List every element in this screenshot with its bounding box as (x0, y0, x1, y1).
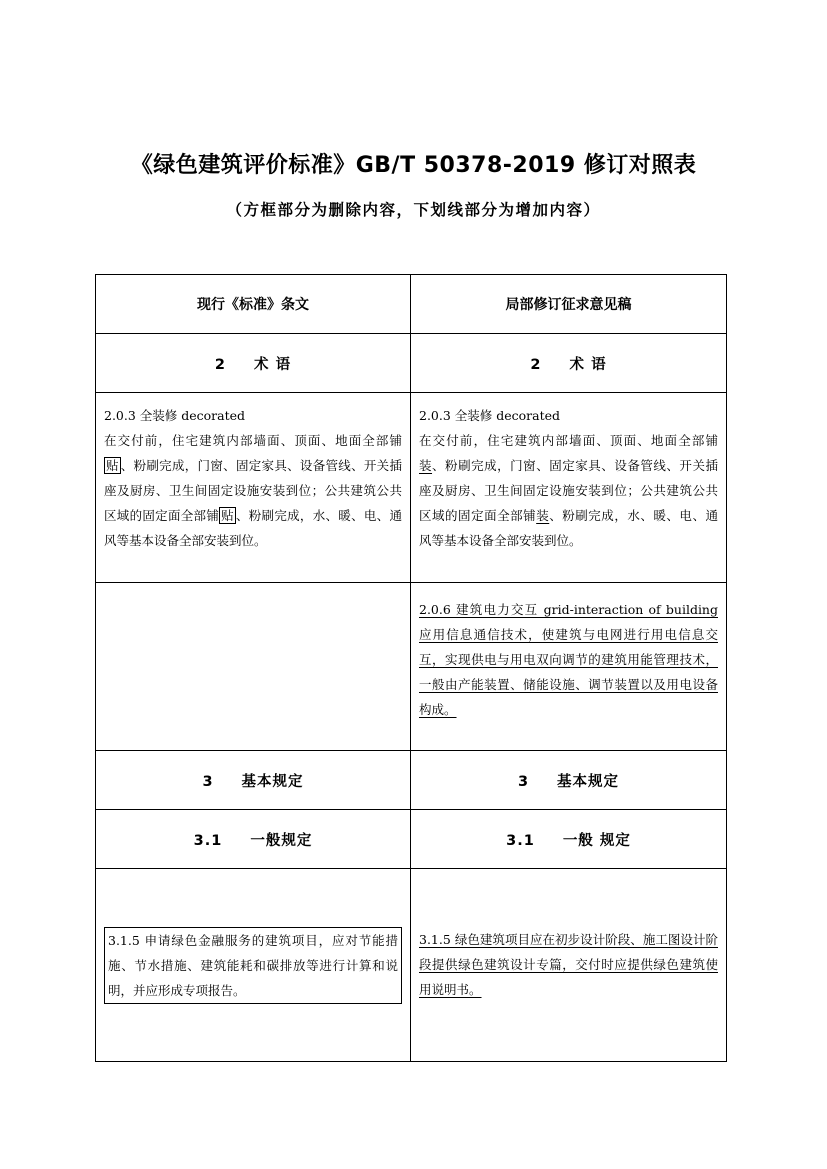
clause-315-current (96, 869, 411, 1062)
clause-206-current-empty (96, 583, 411, 751)
clause-text: 、粉刷完成，水、暖、电、通风等基本设备全部安装到位。 (104, 508, 402, 548)
clause-203-revised (411, 393, 727, 583)
header-revision-draft: 局部修订征求意见稿 (411, 275, 727, 334)
section-row-terms (96, 334, 727, 393)
deleted-text: 3.1.5 申请绿色金融服务的建筑项目，应对节能措施、节水措施、建筑能耗和碳排放等进行计算和说明，并应形成专项报告。 (104, 927, 402, 1004)
clause-heading: 2.0.3 全装修 decorated (104, 408, 246, 423)
header-current-standard: 现行《标准》条文 (96, 275, 411, 334)
table-header-row (96, 275, 727, 334)
section-label: 基本规定 (557, 773, 620, 790)
section-label: 术 语 (569, 356, 607, 373)
clause-text: 在交付前，住宅建筑内部墙面、顶面、地面全部铺 (104, 433, 402, 448)
clause-203-current (96, 393, 411, 583)
inserted-text: 装 (419, 458, 433, 473)
section-terms-right (411, 334, 727, 393)
table-row-206 (96, 583, 727, 751)
section-label: 术 语 (254, 356, 292, 373)
comparison-table (95, 274, 727, 1062)
table-row-203 (96, 393, 727, 583)
section-number: 3.1 (506, 832, 535, 849)
clause-315-revised (411, 869, 727, 1062)
inserted-text: 3.1.5 绿色建筑项目应在初步设计阶段、施工图设计阶段提供绿色建筑设计专篇，交付时应提供绿色建筑使用说明书。 (419, 932, 718, 997)
clause-text: 、粉刷完成，门窗、固定家具、设备管线、开关插座及厨房、卫生间固定设施安装到位；公共建筑公共区域的固定面全部铺 (419, 458, 718, 523)
deleted-text: 贴 (221, 508, 234, 523)
inserted-text: 2.0.6 建筑电力交互 grid-interaction of building 应用信息通信技术，使建筑与电网进行用电信息交互，实现供电与用电双向调节的建筑用能管理技术，一般由产能装置、储能设施、调节装置以及用电设备构成。 (419, 602, 718, 717)
table-row-315 (96, 869, 727, 1062)
clause-text: 在交付前，住宅建筑内部墙面、顶面、地面全部铺 (419, 433, 718, 448)
section-basic-left (96, 751, 411, 810)
section-number: 2 (214, 356, 227, 373)
section-number: 2 (530, 356, 542, 373)
section-general-left (96, 810, 411, 869)
section-row-general (96, 810, 727, 869)
document-title: 《绿色建筑评价标准》GB/T 50378-2019 修订对照表 (130, 153, 697, 178)
inserted-text: 装 (536, 508, 550, 523)
section-number: 3.1 (193, 832, 223, 849)
section-general-right (411, 810, 727, 869)
clause-206-revised (411, 583, 727, 751)
clause-heading: 2.0.3 全装修 decorated (419, 408, 561, 423)
section-terms-left (96, 334, 411, 393)
section-label: 基本规定 (241, 773, 304, 790)
section-label: 一般规定 (250, 832, 313, 849)
section-number: 3 (517, 773, 530, 790)
clause-text: 、粉刷完成，门窗、固定家具、设备管线、开关插座及厨房、卫生间固定设施安装到位；公共建筑公共区域的固定面全部铺 (104, 458, 402, 523)
section-basic-right (411, 751, 727, 810)
document-subtitle: （方框部分为删除内容，下划线部分为增加内容） (226, 201, 601, 219)
section-label: 一般 规定 (562, 832, 631, 849)
section-number: 3 (202, 773, 214, 790)
deleted-text: 贴 (106, 458, 119, 473)
clause-text: 、粉刷完成，水、暖、电、通风等基本设备全部安装到位。 (419, 508, 718, 548)
section-row-basic-rules (96, 751, 727, 810)
